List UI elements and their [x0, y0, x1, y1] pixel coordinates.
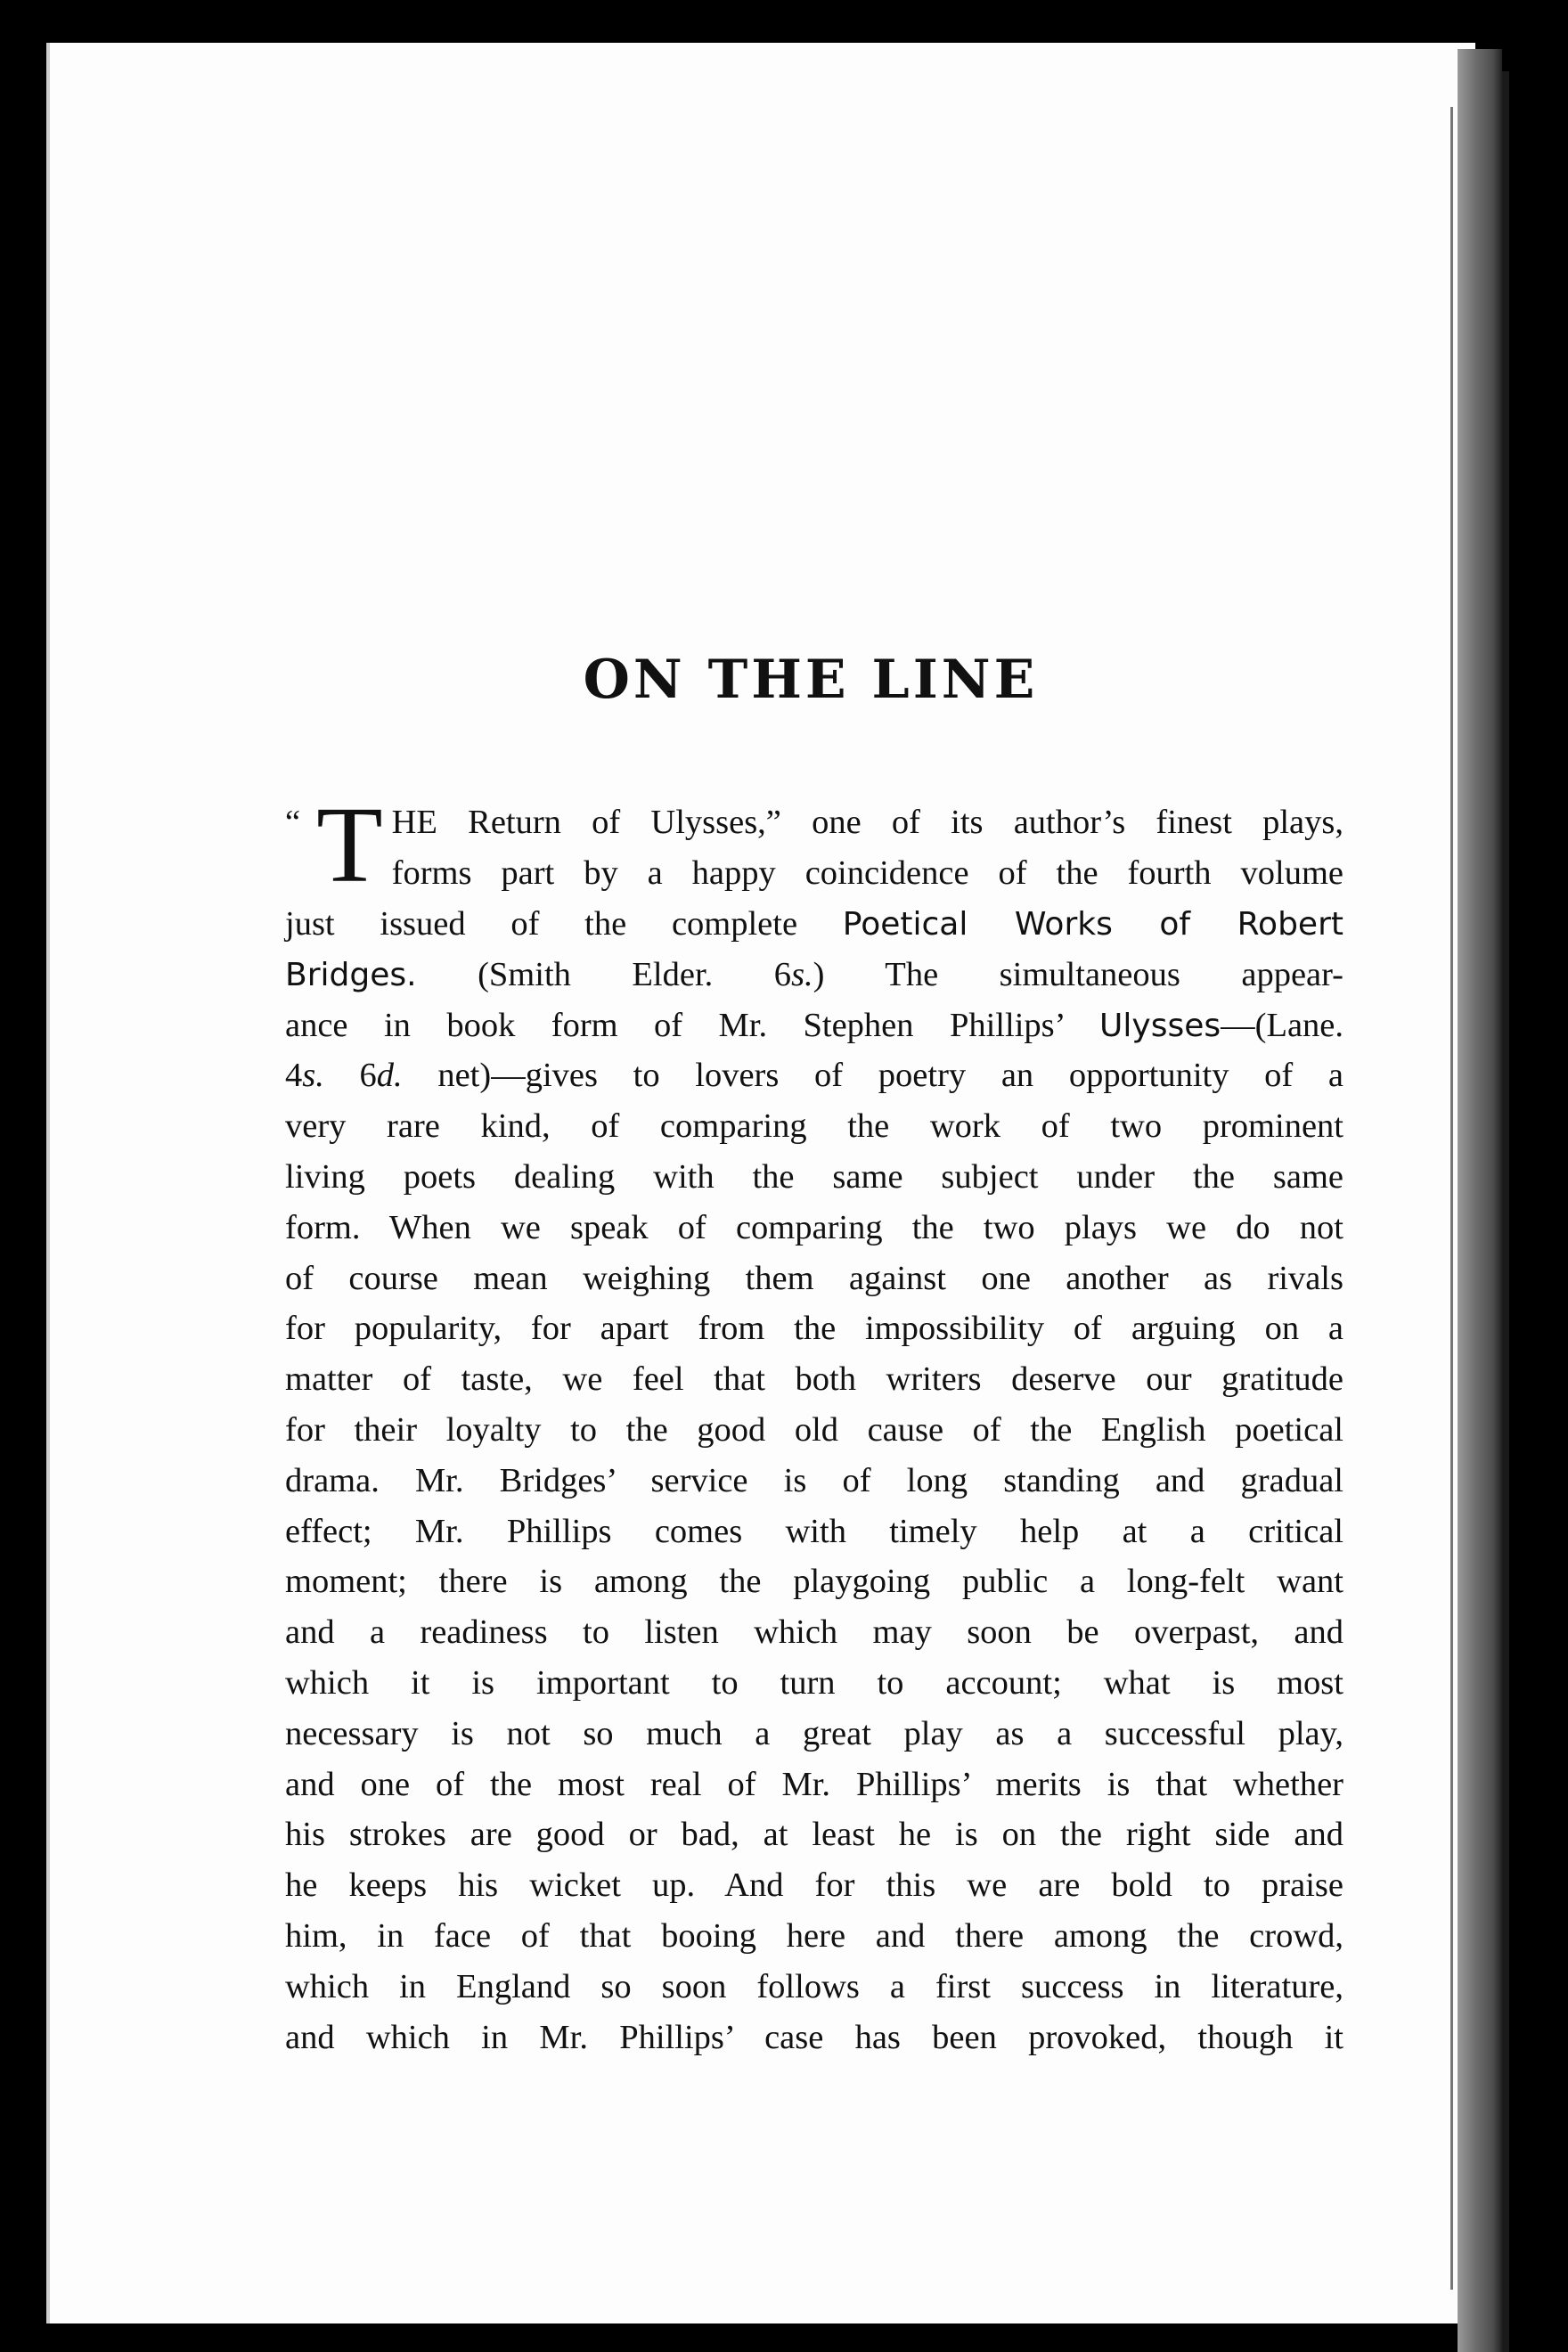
text-line-4-part-d: ) The simultaneous appear-: [813, 955, 1344, 993]
text-line-24: which in England so soon follows a first success in literature,: [285, 1967, 1343, 2005]
text-line-6-part-c: 6: [323, 1057, 377, 1095]
text-line-1: HE Return of Ulysses,” one of its author’s finest plays,: [391, 804, 1343, 841]
page-title: ON THE LINE: [583, 649, 1039, 711]
text-line-25: and which in Mr. Phillips’ case has been provoked, though it: [285, 2018, 1343, 2056]
text-line-4-part-c: s.: [791, 955, 813, 993]
book-title-poetical-works: Poetical Works of Robert: [842, 906, 1343, 943]
text-line-6-part-e: net)—gives to lovers of poetry an opportunity of a: [402, 1057, 1344, 1095]
text-line-3: [285, 899, 1343, 950]
text-line-9: form. When we speak of comparing the two plays we do not: [285, 1208, 1343, 1246]
opening-quote: “: [285, 804, 301, 841]
drop-cap: T: [316, 785, 383, 905]
page-gutter-line: [1450, 107, 1453, 2290]
page-edge: [1458, 49, 1502, 2352]
text-line-6-part-a: 4: [285, 1057, 303, 1095]
text-line-5: [285, 1000, 1343, 1051]
text-line-20: and one of the most real of Mr. Phillips’ merits is that whether: [285, 1765, 1343, 1803]
text-line-4: [285, 950, 1343, 1000]
text-line-6: [285, 1050, 1343, 1101]
text-line-5-part-a: ance in book form of Mr. Stephen Phillips’: [285, 1006, 1064, 1044]
text-line-11: for popularity, for apart from the impossibility of arguing on a: [285, 1310, 1343, 1348]
text-line-23: him, in face of that booing here and there among the crowd,: [285, 1916, 1343, 1955]
text-line-19: necessary is not so much a great play as a successful play,: [285, 1714, 1343, 1752]
text-line-15: effect; Mr. Phillips comes with timely help at a critical: [285, 1512, 1343, 1550]
article-body: [285, 785, 1344, 2062]
text-line-22: he keeps his wicket up. And for this we are bold to praise: [285, 1866, 1343, 1905]
text-line-6-part-b: s.: [302, 1057, 324, 1095]
text-line-5-part-c: —(Lane.: [1221, 1006, 1344, 1044]
text-line-4-part-b: (Smith Elder. 6: [478, 955, 792, 993]
page-edge-shadow: [1502, 71, 1509, 2352]
text-line-12: matter of taste, we feel that both writers deserve our gratitude: [285, 1360, 1343, 1399]
text-line-10: of course mean weighing them against one another as rivals: [285, 1259, 1343, 1297]
text-line-7: very rare kind, of comparing the work of two prominent: [285, 1107, 1343, 1146]
text-line-16: moment; there is among the playgoing public a long-felt want: [285, 1563, 1343, 1601]
text-line-18: which it is important to turn to account; what is most: [285, 1663, 1343, 1702]
text-line-21: his strokes are good or bad, at least he is on the right side and: [285, 1816, 1343, 1854]
text-line-13: for their loyalty to the good old cause of the English poetical: [285, 1410, 1343, 1449]
text-line-2: forms part by a happy coincidence of the fourth volume: [391, 853, 1343, 892]
book-title-bridges: Bridges.: [285, 956, 417, 993]
book-title-ulysses: Ulysses: [1099, 1007, 1221, 1044]
text-line-6-part-d: d.: [376, 1057, 403, 1095]
text-line-17: and a readiness to listen which may soon be overpast, and: [285, 1613, 1343, 1652]
text-line-3-part-a: just issued of the complete: [285, 905, 798, 943]
text-line-14: drama. Mr. Bridges’ service is of long standing and gradual: [285, 1461, 1343, 1499]
text-line-8: living poets dealing with the same subject under the same: [285, 1157, 1343, 1196]
